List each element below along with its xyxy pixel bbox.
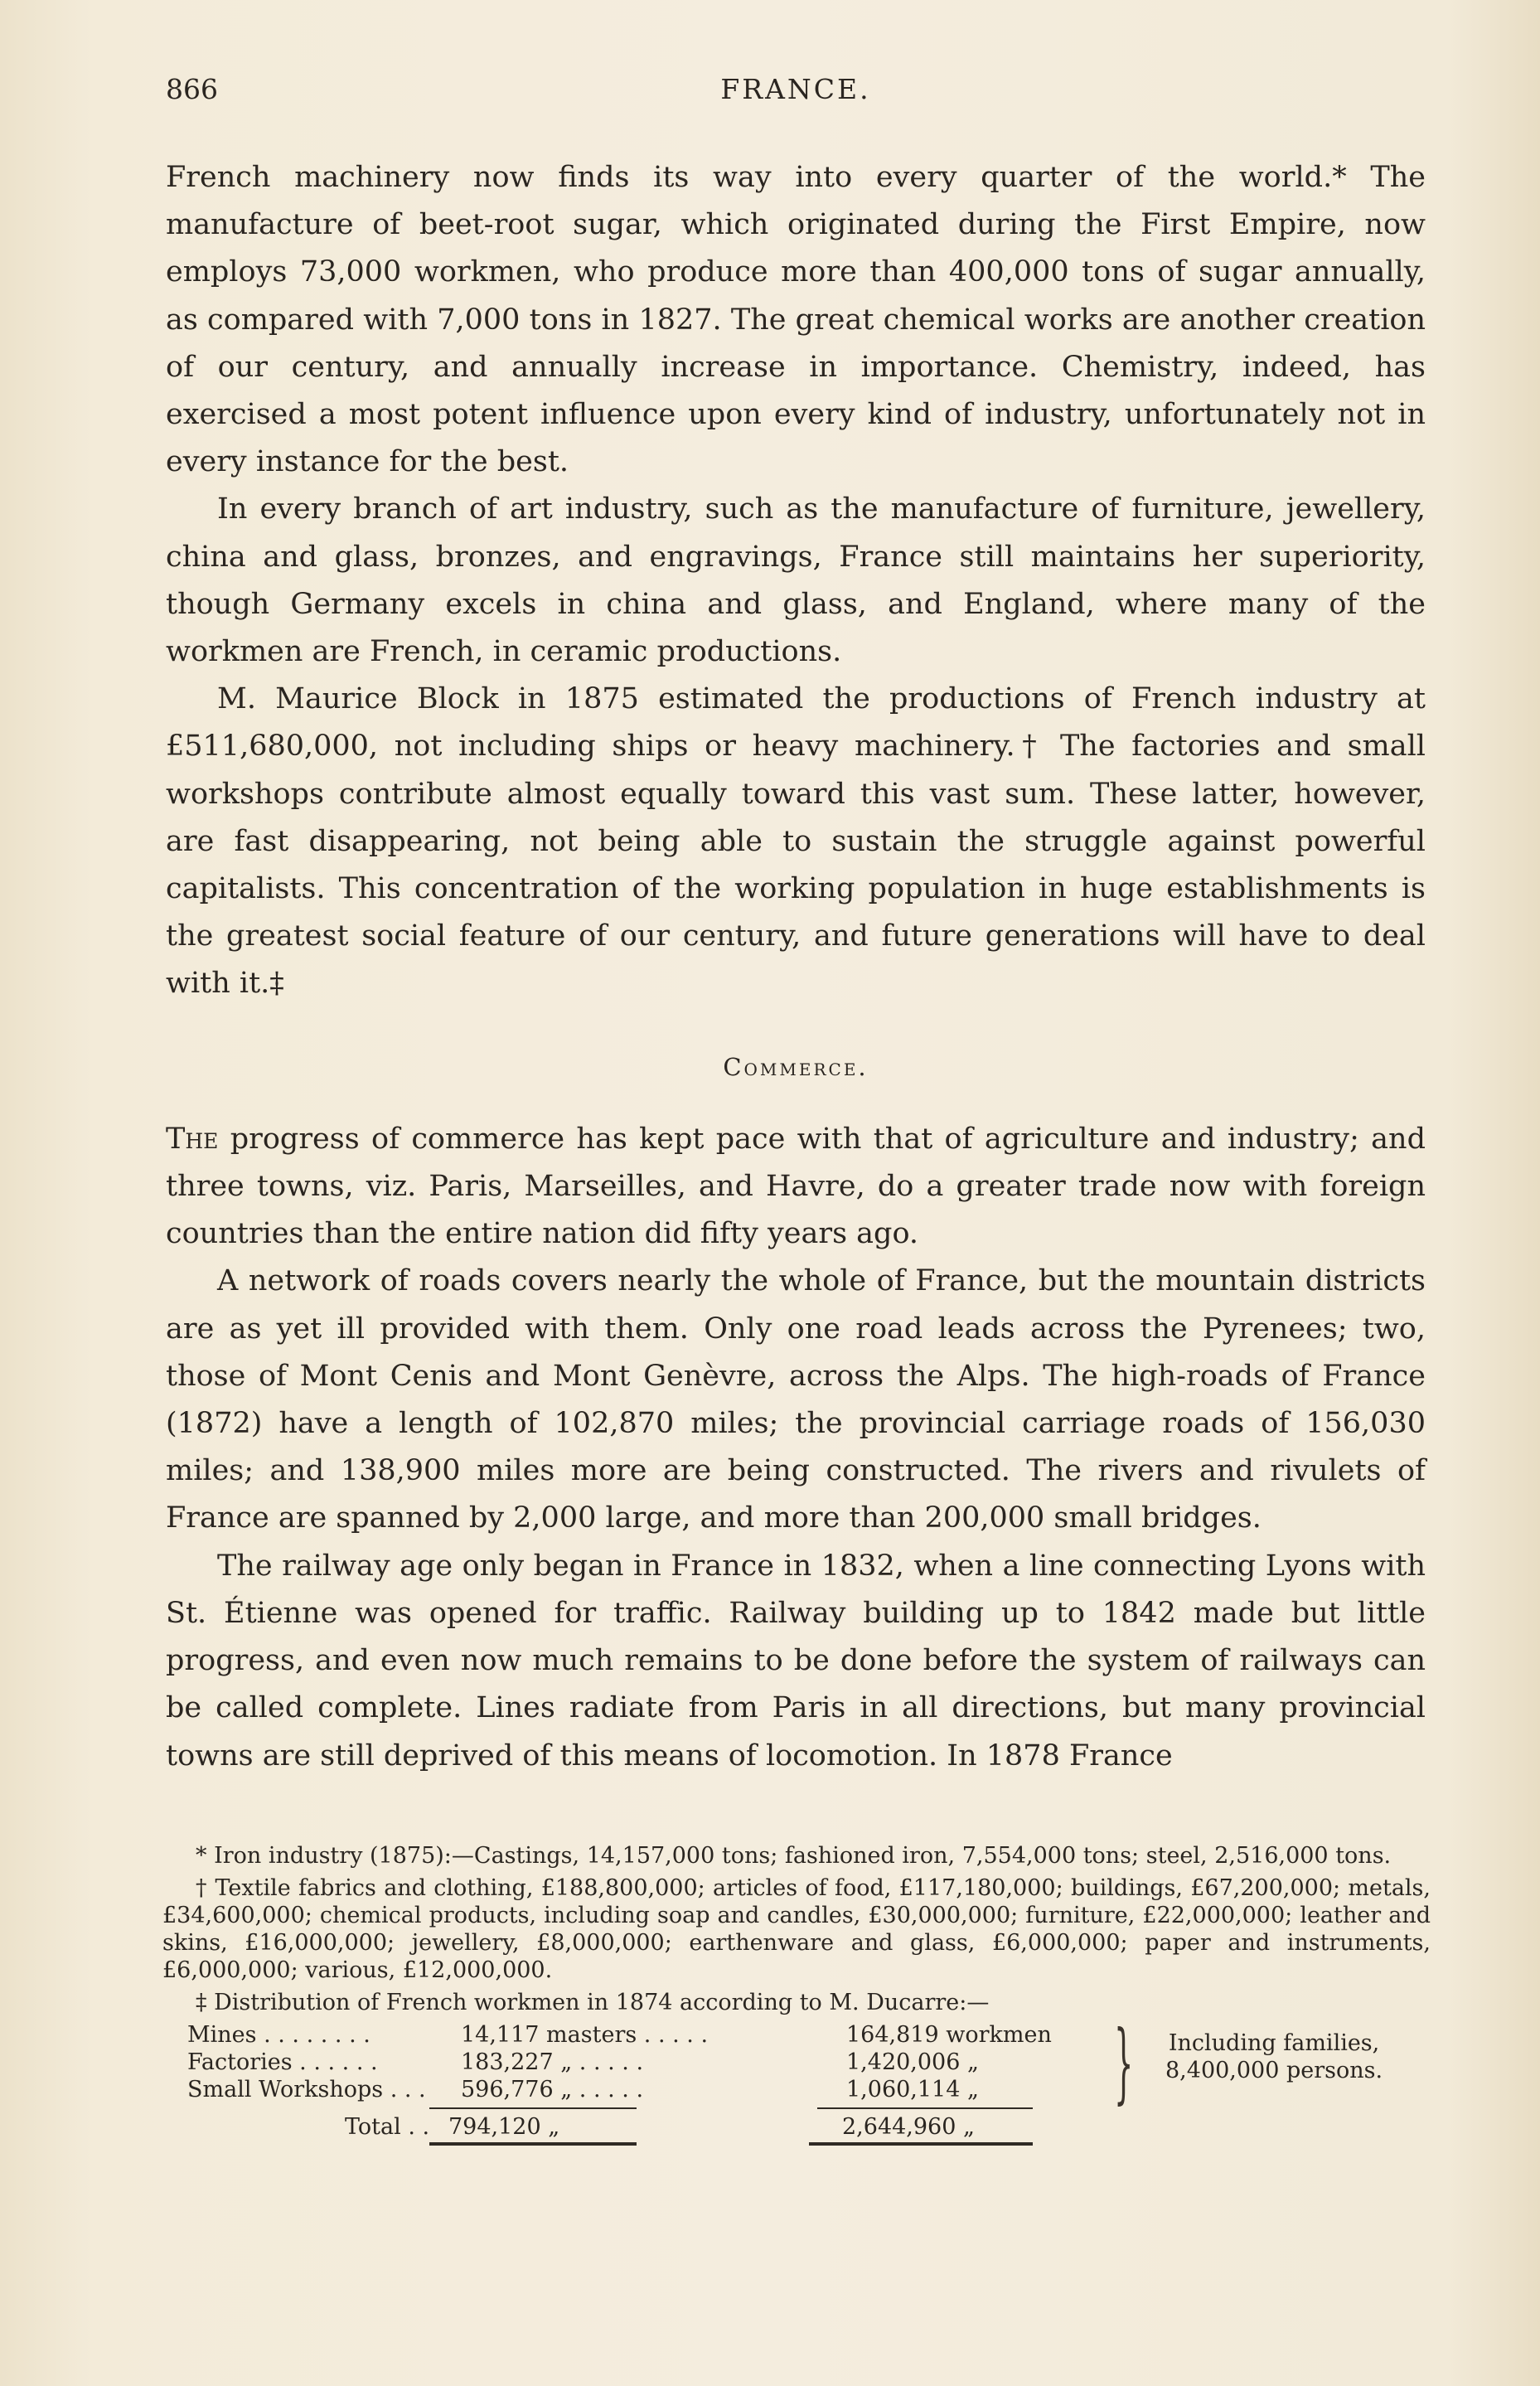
paragraph: A network of roads covers nearly the whole of France, but the mountain districts are as yet ill provided with them. Only one road leads across the Pyrenees; two, those of Mont Cenis and Mont Genèvre, across the Alps. The high-roads of France (1872) have a length of 102,870 miles; the provincial carriage roads of 156,030 miles; and 138,900 miles more are being constructed. The rivers and rivulets of France are spanned by 2,000 large, and more than 200,000 small bridges. — [166, 1264, 1426, 1535]
note-line: Including families, — [1168, 2030, 1380, 2056]
sum-rule — [429, 2107, 637, 2109]
paragraph: M. Maurice Block in 1875 estimated the productions of French industry at £511,680,000, not including ships or heavy machinery.† The factories and small workshops contribute almost equally toward this vast sum. These latter, however, are fast disappearing, not being able to sustain the struggle against powerful capitalists. This concentration of the working population in huge establishments is the greatest social feature of our century, and future generations will have to deal with it.‡ — [166, 682, 1426, 1001]
row-label: Mines . . . . . . . . — [187, 2022, 370, 2048]
row-workmen: 1,060,114 „ — [846, 2077, 979, 2102]
running-title: FRANCE. — [720, 73, 871, 105]
row-masters: 596,776 „ . . . . . — [461, 2077, 644, 2102]
total-workmen: 2,644,960 „ — [842, 2114, 975, 2140]
total-masters: 794,120 „ — [448, 2114, 560, 2140]
sum-rule — [817, 2107, 1033, 2109]
row-masters: 14,117 masters . . . . . — [461, 2022, 709, 2048]
body-text — [166, 154, 1426, 1780]
total-rule — [429, 2142, 637, 2146]
row-label: Small Workshops . . . — [187, 2077, 426, 2102]
footnote-double-dagger: ‡ Distribution of French workmen in 1874 according to M. Ducarre:— — [196, 1990, 990, 2015]
total-label: Total . . — [345, 2114, 430, 2140]
footnote-star: * Iron industry (1875):—Castings, 14,157,000 tons; fashioned iron, 7,554,000 tons; steel, 2,516,000 tons. — [196, 1843, 1392, 1869]
total-rule — [809, 2142, 1033, 2146]
paragraph: The railway age only began in France in 1832, when a line connecting Lyons with St. Étienne was opened for traffic. Railway building up to 1842 made but little progress, and even now much remains to be done before the system of railways can be called complete. Lines radiate from Paris in all directions, but many provincial towns are still deprived of this means of locomotion. In 1878 France — [166, 1549, 1426, 1773]
row-workmen: 1,420,006 „ — [846, 2049, 979, 2075]
paragraph-text: progress of commerce has kept pace with that of agriculture and industry; and three towns, viz. Paris, Marseilles, and Havre, do a greater trade now with foreign countries than the entire nation did fifty years ago. — [166, 1122, 1426, 1251]
row-workmen: 164,819 workmen — [846, 2022, 1052, 2048]
paragraph: In every branch of art industry, such as the manufacture of furniture, jewellery, china and glass, bronzes, and engravings, France still maintains her superiority, though Germany excels in china and glass, and England, where many of the workmen are French, in ceramic productions. — [166, 492, 1426, 669]
footnotes — [162, 1842, 1431, 2146]
brace-icon: } — [1114, 2012, 1134, 2113]
note-line: 8,400,000 persons. — [1165, 2058, 1383, 2083]
page-number: 866 — [166, 73, 218, 105]
paragraph — [166, 1116, 1426, 1258]
row-masters: 183,227 „ . . . . . — [461, 2049, 644, 2075]
footnote-dagger: † Textile fabrics and clothing, £188,800,000; articles of food, £117,180,000; buildings, £67,200,000; metals, £34,600,000; chemical products, including soap and candles, £30,000,000; furniture, £22,000,000; leather and skins, £16,000,000; jewellery, £8,000,000; earthenware and glass, £6,000,000; paper and instruments, £6,000,000; various, £12,000,000. — [162, 1875, 1431, 1983]
section-heading: Commerce. — [723, 1052, 869, 1081]
workmen-table — [162, 2012, 1431, 2146]
paragraph: French machinery now finds its way into every quarter of the world.* The manufacture of beet-root sugar, which originated during the First Empire, now employs 73,000 workmen, who produce more than 400,000 tons of sugar annually, as compared with 7,000 tons in 1827. The great chemical works are another creation of our century, and annually increase in importance. Chemistry, indeed, has exercised a most potent influence upon every kind of industry, unfortunately not in every instance for the best. — [166, 161, 1426, 479]
row-label: Factories . . . . . . — [187, 2049, 378, 2075]
families-note — [1165, 2030, 1383, 2084]
page-header — [166, 73, 1426, 123]
drop-word: The — [166, 1122, 219, 1156]
